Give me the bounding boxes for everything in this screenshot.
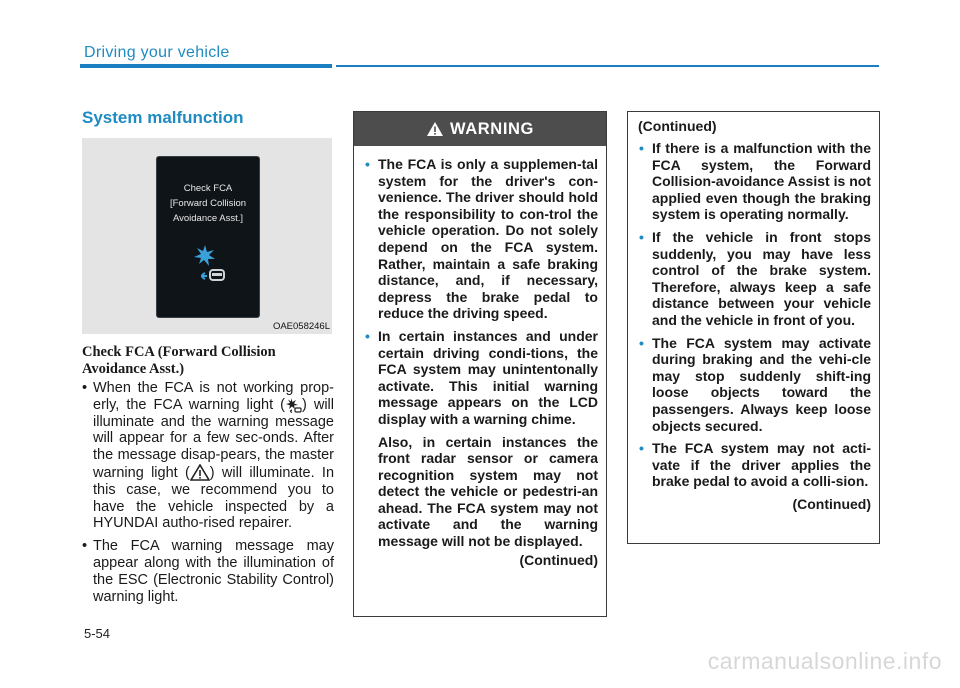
bullet-text-part1: When the FCA is not working prop-erly, the FCA warning light ( bbox=[93, 380, 334, 413]
list-item: • If there is a malfunction with the FCA system, the Forward Collision-avoidance Assist is not applied even though the braking system is operating normally. bbox=[638, 140, 871, 223]
warning-continued-box bbox=[627, 111, 880, 544]
warning-list bbox=[364, 156, 598, 428]
list-item bbox=[80, 538, 334, 605]
continued-label: (Continued) bbox=[792, 495, 871, 512]
warning-paragraph: Also, in certain instances the front radar sensor or camera recognition system may not detect the vehicle or pedestri-an ahead. The FCA system may not activate and the warning message will not be displayed. bbox=[378, 433, 598, 550]
warning-header bbox=[354, 112, 606, 146]
list-item: • The FCA is only a supplemen-tal system for the driver's con-venience. The driver should hold the responsibility to con-trol the vehicle operation. Do not solely depend on the FCA system. Rather, maintain a safe braking distance, and, if necessary, depress the brake pedal to reduce the driving speed. bbox=[364, 156, 598, 322]
page-number: 5-54 bbox=[84, 626, 111, 641]
header-rule-thick bbox=[80, 64, 332, 68]
list-item: • In certain instances and under certain driving condi-tions, the FCA system may unintentonally activate. This initial warning message appears on the LCD display with a warning chime. bbox=[364, 328, 598, 428]
warning-continued-list bbox=[638, 140, 871, 490]
fca-warning-icon bbox=[191, 243, 225, 283]
bullet-text-part3: ) will illuminate. In this case, we recommend you to have the vehicle inspected by a HYUNDAI autho-rised repairer. bbox=[93, 464, 335, 532]
display-line-3: Avoidance Asst.] bbox=[172, 213, 244, 224]
page-heading: System malfunction bbox=[82, 108, 244, 127]
continued-top-label: (Continued) bbox=[638, 118, 717, 134]
warning-triangle-icon bbox=[426, 121, 444, 137]
fca-light-icon bbox=[285, 397, 302, 413]
section-title: Driving your vehicle bbox=[84, 44, 230, 61]
subheading: Check FCA (Forward Collision Avoidance Asst.) bbox=[82, 344, 276, 377]
cluster-display bbox=[156, 156, 260, 318]
image-code: OAE058246L bbox=[272, 321, 330, 332]
bullet-text: The FCA warning message may appear along with the illumination of the ESC (Electronic Stability Control) warning light. bbox=[93, 538, 334, 605]
display-line-1: Check FCA bbox=[183, 183, 233, 194]
warning-title: WARNING bbox=[450, 119, 534, 138]
master-warning-triangle-icon bbox=[190, 464, 210, 481]
bullet-text-part2: ) will illuminate and the warning message will appear for a few sec-onds. After the message disap-pears, the master warning light ( bbox=[93, 396, 334, 481]
list-item: • The FCA system may not acti-vate if the driver applies the brake pedal to avoid a colli-sion. bbox=[638, 440, 871, 490]
display-line-2: [Forward Collision bbox=[169, 198, 247, 209]
list-item bbox=[80, 380, 334, 532]
list-item: • If the vehicle in front stops suddenly, you may have less control of the brake system. Therefore, always keep a safe distance between your vehicle and the vehicle in front of you. bbox=[638, 229, 871, 329]
cluster-photo bbox=[82, 138, 332, 334]
watermark: carmanualsonline.info bbox=[707, 648, 942, 674]
warning-box bbox=[353, 111, 607, 617]
header-rule-thin bbox=[336, 65, 879, 67]
left-bullet-list bbox=[80, 380, 334, 611]
continued-label: (Continued) bbox=[519, 551, 598, 568]
list-item: • The FCA system may activate during braking and the vehi-cle may stop suddenly shift-ing loose objects toward the passengers. Always keep loose objects secured. bbox=[638, 335, 871, 435]
